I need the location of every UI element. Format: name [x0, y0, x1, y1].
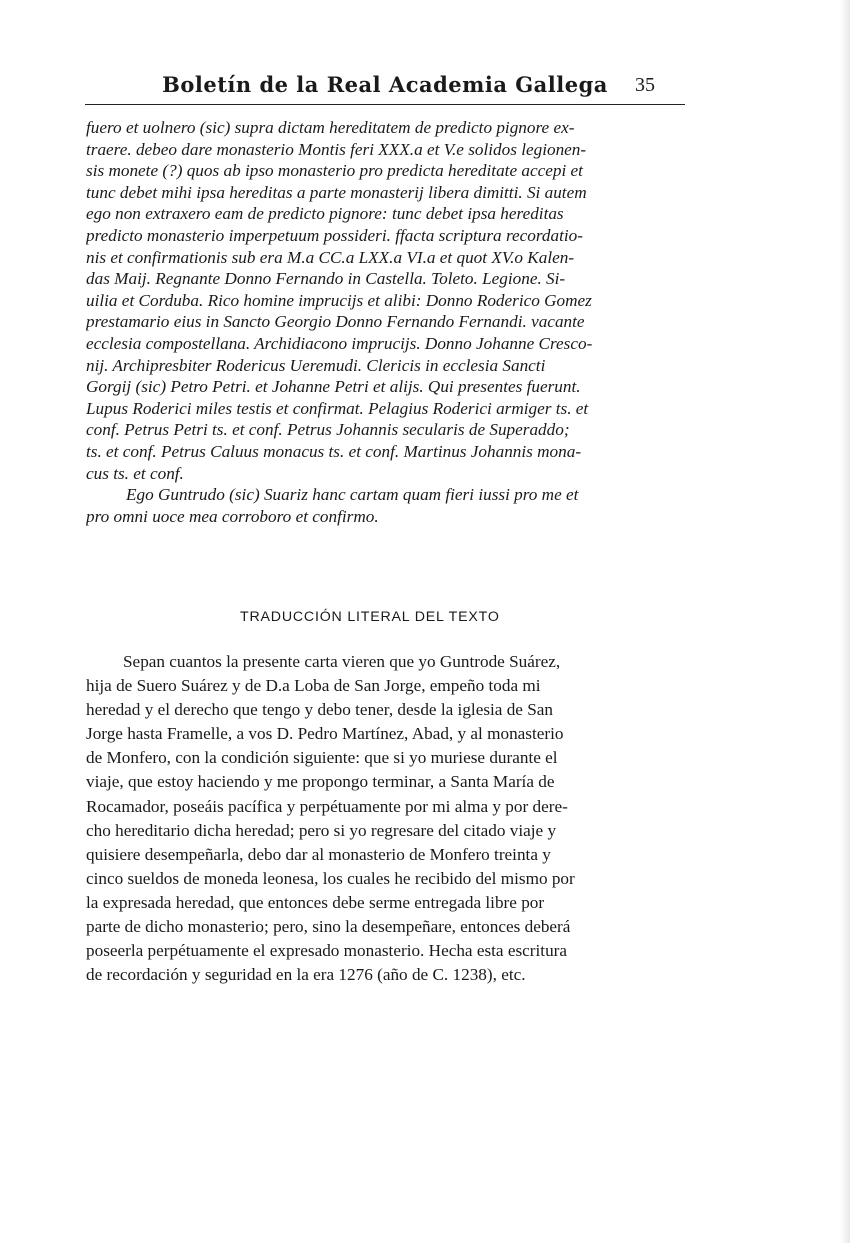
- translation-line: Rocamador, poseáis pacífica y perpétuamente por mi alma y por dere-: [86, 796, 568, 816]
- translation-line: viaje, que estoy haciendo y me propongo terminar, a Santa María de: [86, 772, 555, 792]
- latin-line: predicto monasterio imperpetuum possideri. ffacta scriptura recordatio-: [86, 225, 583, 245]
- translation-text: [86, 650, 686, 987]
- latin-line: Ego Guntrudo (sic) Suariz hanc cartam quam fieri iussi pro me et: [126, 485, 579, 505]
- latin-line: sis monete (?) quos ab ipso monasterio pro predicta hereditate accepi et: [86, 161, 583, 181]
- translation-line: quisiere desempeñarla, debo dar al monasterio de Monfero treinta y: [86, 844, 551, 864]
- section-heading: TRADUCCIÓN LITERAL DEL TEXTO: [240, 609, 500, 625]
- translation-line: la expresada heredad, que entonces debe serme entregada libre por: [86, 892, 545, 912]
- latin-line: Gorgij (sic) Petro Petri. et Johanne Petri et alijs. Qui presentes fuerunt.: [86, 377, 581, 397]
- latin-line: conf. Petrus Petri ts. et conf. Petrus Johannis secularis de Superaddo;: [86, 420, 570, 440]
- latin-line: ts. et conf. Petrus Caluus monacus ts. et conf. Martinus Johannis mona-: [86, 441, 582, 461]
- page-number: 35: [635, 74, 655, 96]
- translation-line: hija de Suero Suárez y de D.a Loba de San Jorge, empeño toda mi: [86, 676, 541, 696]
- latin-line: das Maij. Regnante Donno Fernando in Castella. Toleto. Legione. Si-: [86, 269, 566, 289]
- translation-line: cho hereditario dicha heredad; pero si yo regresare del citado viaje y: [86, 820, 557, 840]
- translation-line: heredad y el derecho que tengo y debo tener, desde la iglesia de San: [86, 700, 554, 720]
- latin-charter-text: [86, 117, 686, 527]
- latin-line: nis et confirmationis sub era M.a CC.a LXX.a VI.a et quot XV.o Kalen-: [86, 247, 575, 267]
- translation-line: cinco sueldos de moneda leonesa, los cuales he recibido del mismo por: [86, 868, 575, 888]
- latin-line: cus ts. et conf.: [86, 463, 184, 483]
- latin-line: uilia et Corduba. Rico homine imprucijs et alibi: Donno Roderico Gomez: [86, 290, 592, 310]
- running-header: [85, 70, 685, 105]
- translation-line: Jorge hasta Framelle, a vos D. Pedro Martínez, Abad, y al monasterio: [86, 724, 564, 744]
- journal-title: Boletín de la Real Academia Gallega: [162, 72, 608, 97]
- translation-line: de recordación y seguridad en la era 1276 (año de C. 1238), etc.: [86, 965, 526, 985]
- translation-line: Sepan cuantos la presente carta vieren que yo Guntrode Suárez,: [123, 652, 561, 671]
- translation-line: poseerla perpétuamente el expresado monasterio. Hecha esta escritura: [86, 941, 568, 961]
- latin-line: fuero et uolnero (sic) supra dictam hereditatem de predicto pignore ex-: [86, 118, 575, 137]
- latin-line: tunc debet mihi ipsa hereditas a parte monasterij libera dimitti. Si autem: [86, 182, 587, 202]
- latin-line: nij. Archipresbiter Rodericus Ueremudi. Clericis in ecclesia Sancti: [86, 355, 546, 375]
- latin-line: traere. debeo dare monasterio Montis feri XXX.a et V.e solidos legionen-: [86, 139, 587, 159]
- scan-edge: [840, 0, 850, 1243]
- latin-line: ego non extraxero eam de predicto pignore: tunc debet ipsa hereditas: [86, 204, 564, 224]
- translation-line: de Monfero, con la condición siguiente: que si yo muriese durante el: [86, 748, 558, 768]
- latin-line: prestamario eius in Sancto Georgio Donno Fernando Fernandi. vacante: [86, 312, 585, 332]
- translation-line: parte de dicho monasterio; pero, sino la desempeñare, entonces deberá: [86, 917, 571, 937]
- latin-line: pro omni uoce mea corroboro et confirmo.: [86, 506, 379, 526]
- latin-line: ecclesia compostellana. Archidiacono imprucijs. Donno Johanne Cresco-: [86, 333, 593, 353]
- latin-line: Lupus Roderici miles testis et confirmat. Pelagius Roderici armiger ts. et: [86, 398, 589, 418]
